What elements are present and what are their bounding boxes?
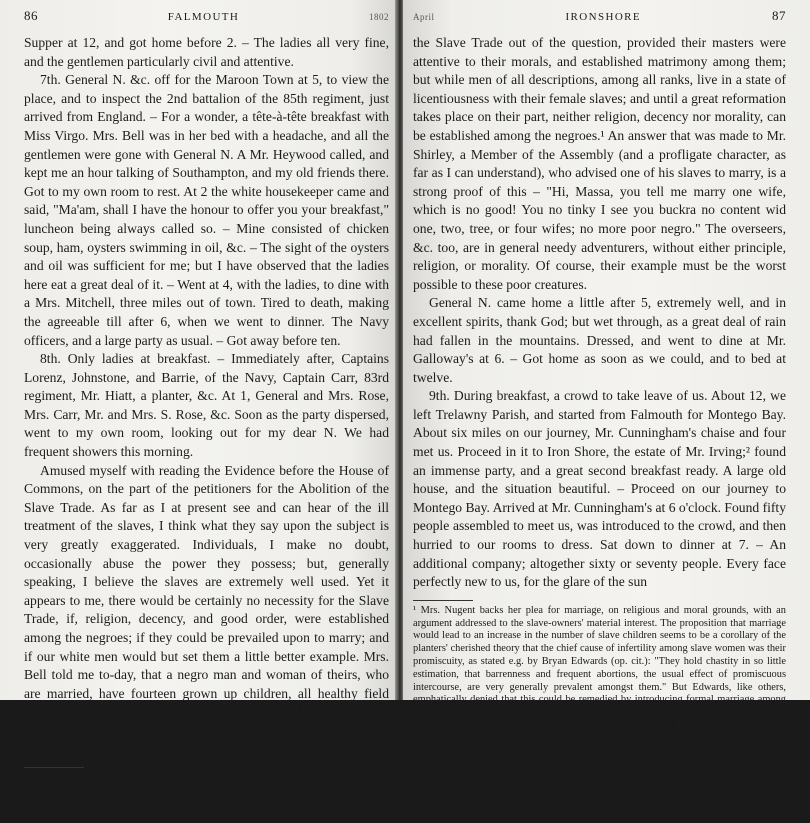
left-body-text (24, 34, 389, 759)
paragraph: 9th. During breakfast, a crowd to take leave of us. About 12, we left Trelawny Parish, and started from Falmouth for Montego Bay. About six miles on our journey, Mr. Cunningham's chaise and four met us. Proceed in it to Iron Shore, the estate of Mr. Irving;² found an immense party, and a great second breakfast ready. A large old house, and the situation beautiful. – Proceed on our journey to Montego Bay. Arrived at Mr. Cunningham's at 6 o'clock. Found fifty people assembled to meet us, was introduced to the crowd, and then hurried to our rooms to dress. Sat down to dinner at 7. – An additional company; altogether sixty or seventy people. Every face perfectly new to us, for the glare of the sun (413, 388, 786, 590)
right-body-text (413, 34, 786, 592)
left-footnotes (24, 772, 389, 823)
left-running-head (24, 6, 389, 34)
footnote: ¹ Mrs. Nugent backs her plea for marriage, on religious and moral grounds, with an argument addressed to the slave-owners' material interest. The proposition that marriage would lead to an increase in the number of slave children seems to be a corollary of the planters' cherished theory that the chief cause of infertility among slave women was their promiscuity, as stated e.g. by Bryan Edwards (op. cit.): "They hold chastity in so little estimation, that barrenness and frequent abortions, the usual effect of promiscuous intercourse, are very generally prevalent amongst them." But Edwards, like others, emphatically denied that this could be remedied by introducing formal marriage among slaves; anyone who thought of doing so must be "utterly ignorant of their manners, propensities, and superstitions." Perhaps the chief reason for the planters' opposition to marriage was that it would make the sale of slaves more difficult. The cost of marriage registration on a large scale may also have been a consideration. (413, 604, 786, 757)
paragraph: General N. came home a little after 5, extremely well, and in excellent spirits, thank God; but wet through, as a great deal of rain had fallen in the mountains. Dressed, and went to dine at Mr. Galloway's at 6. – Got home as soon as we could, and to bed at twelve. (413, 295, 786, 385)
footnote: ² cf. p. 22 n. Ironshore remained in the possession of an American branch of the Irving family until 1912. (413, 760, 786, 785)
paragraph: Supper at 12, and got home before 2. – The ladies all very fine, and the gentlemen particularly civil and attentive. (24, 35, 389, 69)
right-running-head (413, 6, 786, 34)
footnote-rule (413, 600, 473, 601)
paragraph: 8th. Only ladies at breakfast. – Immediately after, Captains Lorenz, Johnstone, and Barrie, of the Navy, Captain Carr, 83rd regiment, Mr. Hiatt, a planter, &c. At 1, General and Mrs. Rose, Mrs. Carr, Mr. and Mrs. S. Rose, &c. Soon as the party dispersed, went to my own room, looking out for my dear N. We had frequent showers this morning. (24, 351, 389, 460)
right-page (403, 0, 810, 785)
paragraph: 7th. General N. &c. off for the Maroon Town at 5, to view the place, and to inspect the 2nd battalion of the 85th regiment, just arrived from England. – For a wonder, a tête-à-tête breakfast with Miss Virgo. Mrs. Bell was in her bed with a headache, and all the gentlemen were gone with General N. A Mr. Heywood called, and kept me an hour talking of Southampton, and my old friends there. Got to my own room to rest. At 2 the white housekeeper came and said, "Ma'am, shall I have the honour to offer you your breakfast," luncheon being always called so. – Mine consisted of chicken soup, ham, oysters swimming in oil, &c. – The sight of the oysters and oil was sufficient for me; but I have observed that the ladies here eat a great deal of it. – Went at 4, with the ladies, to dine with a Mrs. Mitchell, three miles out of town. Tired to death, making the agreeable till after 6, when we went to dinner. The Navy officers, and a large party as usual. – Got away before ten. (24, 72, 389, 348)
right-running-title: IRONSHORE (565, 11, 642, 23)
right-footnotes (413, 605, 786, 786)
left-running-title: FALMOUTH (167, 11, 240, 23)
paragraph: Amused myself with reading the Evidence before the House of Commons, on the part of the petitioners for the Abolition of the Slave Trade. As far as I at present see and can hear of the ill treatment of the slaves, I think what they say upon the subject is very greatly exaggerated. Individuals, I make no doubt, occasionally abuse the power they possess; but, generally speaking, I believe the slaves are extremely well used. Yet it appears to me, there would be certainly no necessity for the Slave Trade, if, religion, decency, and good order, were established among the negroes; if they could be prevailed upon to marry; and if our white men would but set them a little better example. Mrs. Bell told me to-day, that a negro man and woman of theirs, who are married, have fourteen grown up children, all healthy field negroes. This is only one instance out of many, which proves, that, the climate of this country being more congenial to their constitutions, they would increase and render the necessity of (24, 462, 389, 757)
footnote: ¹ Printed in 1791. The prospect of abolition had receded during the war with France, but in 1804 Wilberforce returned to the charge and for the first time won a majority for his Bill in the House of Commons. The Act abolishing the slave trade was passed by Parliament in 1807. (24, 772, 389, 822)
left-page-number: 86 (24, 8, 38, 23)
left-side-mark: 1802 (369, 12, 389, 22)
paragraph: the Slave Trade out of the question, provided their masters were attentive to their morals, and established matrimony among them; but while men of all descriptions, among all ranks, live in a state of licentiousness with their female slaves; and until a great reformation takes place on their part, neither religion, decency nor morality, can be established among the negroes.¹ An answer that was made to Mr. Shirley, a Member of the Assembly (and a profligate character, as far as I can understand), who advised one of his slaves to marry, is a strong proof of this – "Hi, Massa, you tell me marry one wife, which is no good! You no tinky I see you buckra no content wid one, two, tree, or four wifes; no more poor negro." The overseers, &c. too, are in general needy adventurers, without either principle, religion, or morality. Of course, their example must be the worst possible to these poor creatures. (413, 35, 786, 292)
right-page-number: 87 (772, 8, 786, 23)
footnote-rule (24, 767, 84, 768)
left-page (0, 0, 397, 822)
right-side-mark: April (413, 12, 435, 22)
